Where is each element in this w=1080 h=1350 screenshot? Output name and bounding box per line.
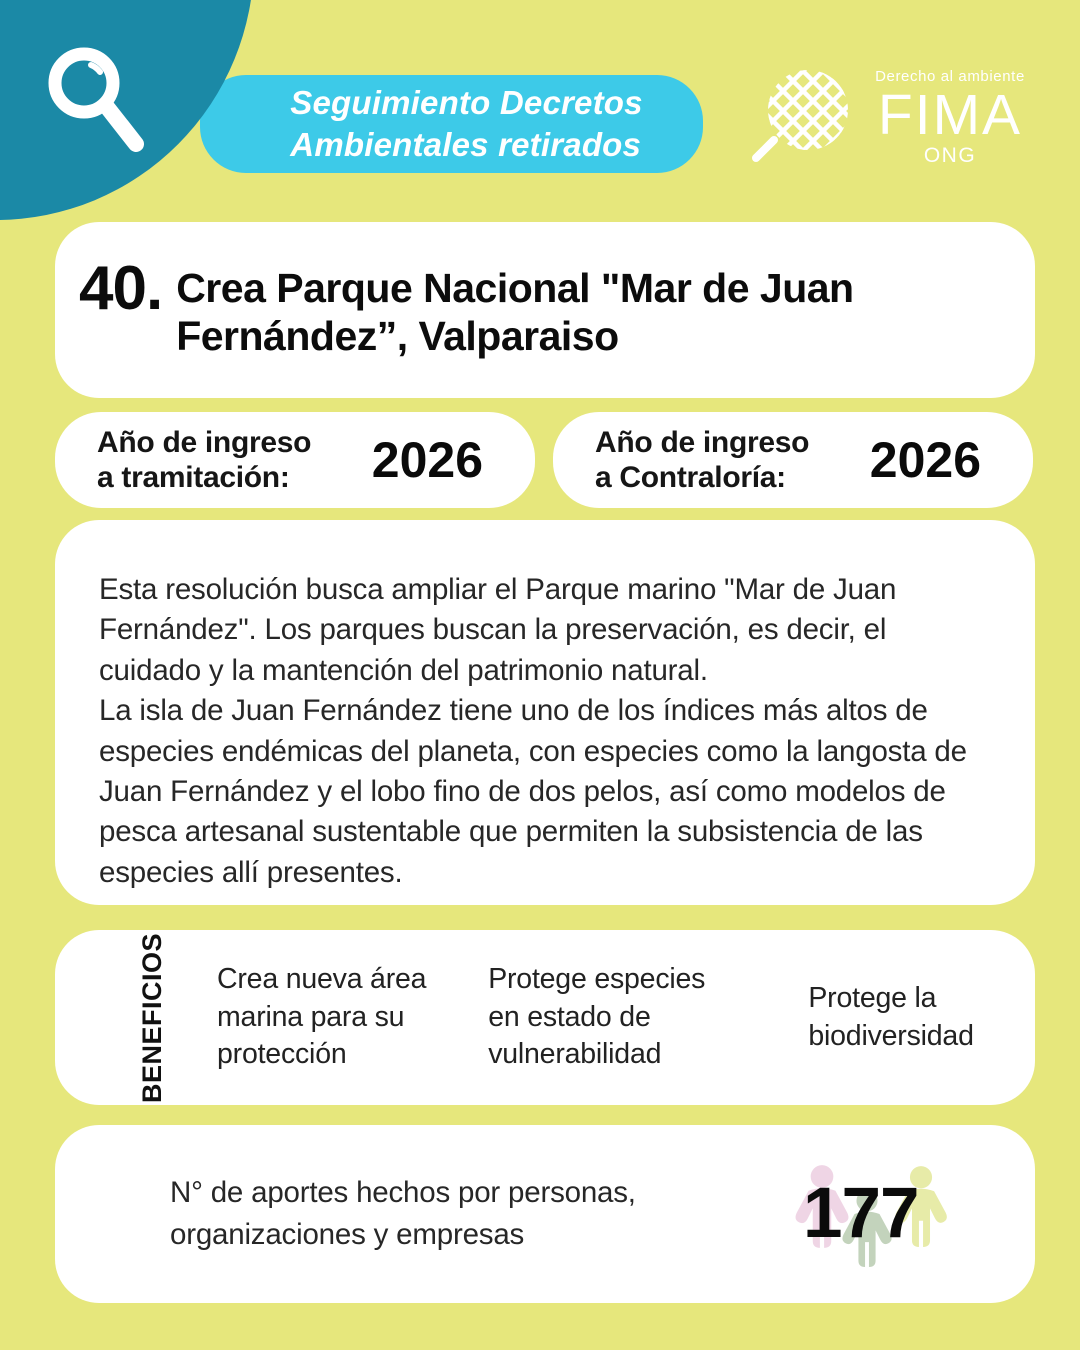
contributions-card	[55, 1125, 1035, 1303]
description-text	[99, 570, 993, 893]
year-card-tramitacion	[55, 412, 535, 508]
year-card-tramitacion-value: 2026	[371, 432, 483, 488]
banner-line-2: Ambientales retirados	[290, 126, 642, 163]
decree-number: 40.	[79, 254, 163, 323]
decree-title	[176, 264, 853, 361]
label-line: a Contraloría:	[595, 461, 786, 494]
banner-text	[260, 82, 642, 166]
logo-text-block	[870, 56, 1030, 168]
benefits-label: BENEFICIOS	[137, 932, 167, 1103]
decree-title-line-2: Fernández”, Valparaiso	[176, 313, 619, 360]
year-card-tramitacion-label	[97, 425, 311, 496]
title-banner	[200, 75, 703, 173]
contributions-label: N° de aportes hechos por personas, organizaciones y empresas	[170, 1176, 636, 1251]
logo-subtitle: ONG	[923, 144, 977, 167]
logo-tagline: Derecho al ambiente	[875, 68, 1025, 85]
banner-line-1: Seguimiento Decretos	[290, 83, 643, 121]
search-icon	[44, 40, 156, 168]
benefit-item-1: Crea nueva área marina para su protección	[217, 963, 427, 1071]
contributions-count: 177	[803, 1174, 919, 1253]
benefits-card	[55, 930, 1035, 1105]
label-line: Año de ingreso	[595, 425, 810, 459]
year-card-contraloria-value: 2026	[869, 432, 981, 488]
decree-title-card	[55, 222, 1035, 398]
logo-name: FIMA	[877, 83, 1023, 147]
decree-title-line-1: Crea Parque Nacional "Mar de Juan	[176, 265, 854, 311]
year-card-contraloria	[553, 412, 1033, 508]
fima-logo	[742, 56, 1030, 168]
label-line: a tramitación:	[97, 461, 290, 494]
globe-icon	[742, 62, 864, 166]
label-line: Año de ingreso	[97, 425, 312, 459]
year-card-contraloria-label	[595, 425, 809, 496]
benefit-item-3: Protege la biodiversidad	[808, 981, 974, 1052]
benefits-columns	[217, 930, 1015, 1105]
benefit-item-2: Protege especies en estado de vulnerabilidad	[488, 963, 706, 1071]
description-card	[55, 520, 1035, 905]
description-paragraph-1: Esta resolución busca ampliar el Parque marino "Mar de Juan Fernández". Los parques buscan la preservación, es decir, el cuidado y la mantención del patrimonio natural.	[99, 573, 897, 687]
description-paragraph-2: La isla de Juan Fernández tiene uno de los índices más altos de especies endémicas del planeta, con especies como la langosta de Juan Fernández y el lobo fino de dos pelos, así como modelos de pesca artesanal sustentable que permiten la subsistencia de las especies allí presentes.	[99, 694, 967, 889]
